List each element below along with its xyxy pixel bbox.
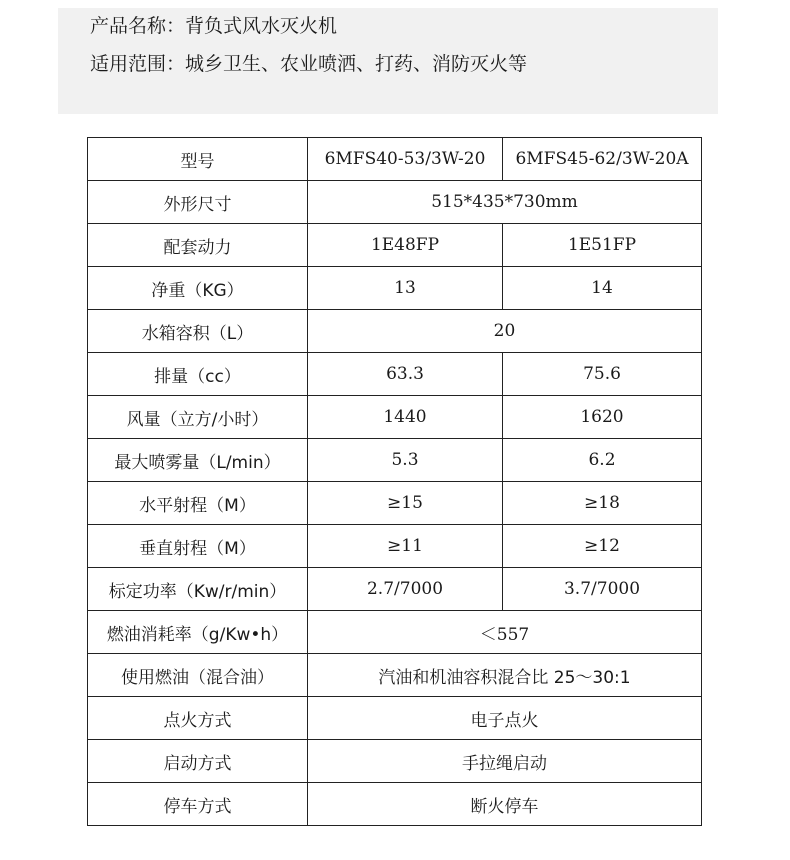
row-label: 型号	[88, 138, 308, 181]
product-name: 产品名称：背负式风水灭火机	[90, 15, 338, 37]
row-label: 使用燃油（混合油）	[88, 654, 308, 697]
table-row-max-spray	[88, 439, 702, 482]
usage-scope: 适用范围：城乡卫生、农业喷洒、打药、消防灭火等	[90, 53, 528, 75]
value-cell: 汽油和机油容积混合比 25～30:1	[308, 654, 702, 697]
table-row-fuel-type	[88, 654, 702, 697]
table-row-horizontal-range	[88, 482, 702, 525]
value-cell: 20	[308, 310, 702, 353]
row-label: 最大喷雾量（L/min）	[88, 439, 308, 482]
value-cell: 1440	[308, 396, 503, 439]
table-row-net-weight	[88, 267, 702, 310]
row-label: 启动方式	[88, 740, 308, 783]
spec-table	[87, 137, 702, 826]
value-cell: 断火停车	[308, 783, 702, 826]
row-label: 外形尺寸	[88, 181, 308, 224]
row-label: 垂直射程（M）	[88, 525, 308, 568]
value-cell: 75.6	[503, 353, 702, 396]
row-label: 排量（cc）	[88, 353, 308, 396]
value-cell: 63.3	[308, 353, 503, 396]
table-row-dimensions	[88, 181, 702, 224]
table-row-engine	[88, 224, 702, 267]
table-row-model	[88, 138, 702, 181]
row-label: 停车方式	[88, 783, 308, 826]
value-cell: ＜557	[308, 611, 702, 654]
value-cell: 14	[503, 267, 702, 310]
value-cell: ≥12	[503, 525, 702, 568]
value-cell: 手拉绳启动	[308, 740, 702, 783]
value-cell: 6MFS45-62/3W-20A	[503, 138, 702, 181]
value-cell: ≥11	[308, 525, 503, 568]
table-row-start-method	[88, 740, 702, 783]
table-row-stop-method	[88, 783, 702, 826]
row-label: 燃油消耗率（g/Kw•h）	[88, 611, 308, 654]
value-cell: 6.2	[503, 439, 702, 482]
value-cell: 电子点火	[308, 697, 702, 740]
value-cell: 515*435*730mm	[308, 181, 702, 224]
row-label: 水平射程（M）	[88, 482, 308, 525]
value-cell: 6MFS40-53/3W-20	[308, 138, 503, 181]
value-cell: 1E51FP	[503, 224, 702, 267]
value-cell: ≥18	[503, 482, 702, 525]
value-cell: 13	[308, 267, 503, 310]
value-cell: 1620	[503, 396, 702, 439]
table-row-rated-power	[88, 568, 702, 611]
row-label: 风量（立方/小时）	[88, 396, 308, 439]
table-row-ignition	[88, 697, 702, 740]
value-cell: 2.7/7000	[308, 568, 503, 611]
table-row-air-volume	[88, 396, 702, 439]
value-cell: 3.7/7000	[503, 568, 702, 611]
row-label: 标定功率（Kw/r/min）	[88, 568, 308, 611]
value-cell: ≥15	[308, 482, 503, 525]
table-row-fuel-consumption	[88, 611, 702, 654]
table-row-displacement	[88, 353, 702, 396]
row-label: 水箱容积（L）	[88, 310, 308, 353]
table-row-tank-capacity	[88, 310, 702, 353]
row-label: 点火方式	[88, 697, 308, 740]
value-cell: 5.3	[308, 439, 503, 482]
row-label: 净重（KG）	[88, 267, 308, 310]
value-cell: 1E48FP	[308, 224, 503, 267]
table-row-vertical-range	[88, 525, 702, 568]
row-label: 配套动力	[88, 224, 308, 267]
